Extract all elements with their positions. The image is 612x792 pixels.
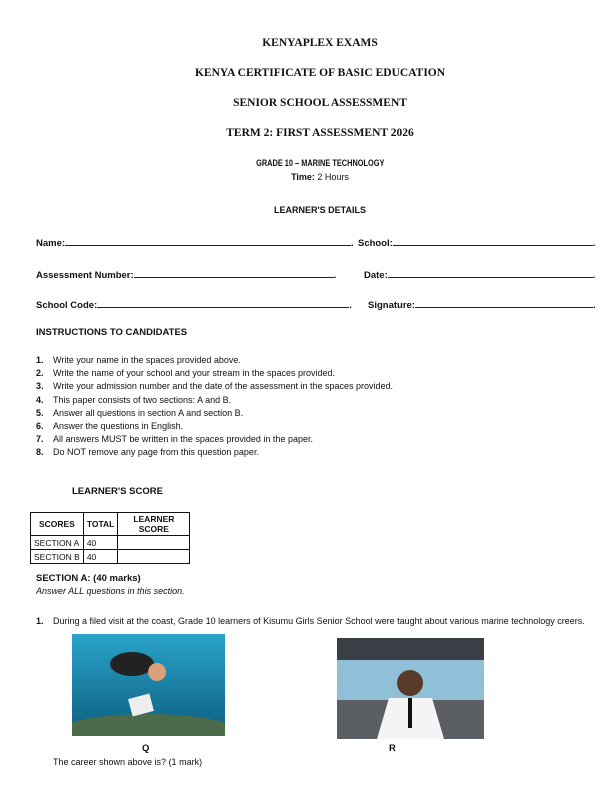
col-header: LEARNER SCORE	[118, 513, 190, 536]
table-row	[31, 550, 190, 564]
instruction-number: 2.	[36, 368, 44, 379]
instruction-number: 1.	[36, 355, 44, 365]
score-title: LEARNER'S SCORE	[72, 486, 163, 497]
name-field[interactable]: Name: .	[36, 238, 354, 249]
assessment-number-label: Assessment Number:	[36, 270, 134, 281]
cell: SECTION B	[31, 550, 84, 564]
time	[0, 172, 612, 182]
org-title: KENYAPLEX EXAMS	[262, 37, 378, 49]
table-row	[31, 536, 190, 550]
instruction-number: 3.	[36, 381, 44, 392]
section-a-subtitle: Answer ALL questions in this section.	[36, 586, 185, 596]
instruction-item	[36, 447, 259, 457]
instruction-text: All answers MUST be written in the spaces provided in the paper.	[53, 434, 313, 445]
instruction-text: Answer the questions in English.	[53, 421, 184, 431]
instruction-number: 5.	[36, 407, 44, 418]
question-number: 1.	[36, 616, 44, 626]
instruction-item	[36, 408, 243, 418]
signature-label: Signature:	[368, 300, 415, 311]
label-r: R	[389, 743, 396, 754]
score-table	[30, 512, 190, 564]
diver-photo	[72, 634, 225, 736]
question-text: During a filed visit at the coast, Grade 10 learners of Kisumu Girls Senior School were taught about various marine technology creers.	[53, 616, 585, 626]
instructions-title: INSTRUCTIONS TO CANDIDATES	[36, 327, 188, 338]
instruction-text: Answer all questions in section A and section B.	[53, 407, 244, 418]
instruction-item	[36, 434, 313, 444]
question-1	[36, 616, 585, 626]
assessment-number-field[interactable]: Assessment Number: .	[36, 270, 337, 281]
instruction-number: 8.	[36, 447, 44, 458]
instruction-item	[36, 381, 393, 391]
school-code-label: School Code:	[36, 300, 98, 311]
term-title: TERM 2: FIRST ASSESSMENT 2026	[226, 127, 414, 139]
instruction-number: 6.	[36, 421, 44, 431]
certificate-title: KENYA CERTIFICATE OF BASIC EDUCATION	[194, 67, 446, 79]
instruction-number: 4.	[36, 394, 44, 405]
label-q: Q	[142, 743, 150, 754]
school-code-field[interactable]: School Code: .	[36, 300, 352, 311]
assessment-title: SENIOR SCHOOL ASSESSMENT	[233, 97, 407, 109]
time-value: 2 Hours	[317, 172, 349, 182]
date-field[interactable]: Date: .	[364, 270, 596, 281]
cell: 40	[83, 536, 118, 550]
instruction-text: Write your name in the spaces provided above.	[53, 355, 241, 365]
col-header: SCORES	[31, 513, 84, 536]
instruction-item	[36, 368, 335, 378]
name-label: Name:	[36, 238, 66, 249]
instruction-text: This paper consists of two sections: A and B.	[53, 394, 232, 405]
instruction-item	[36, 355, 241, 365]
cell: 40	[83, 550, 118, 564]
score-input[interactable]	[118, 536, 190, 550]
instruction-item	[36, 395, 231, 405]
instruction-text: Write the name of your school and your stream in the spaces provided.	[53, 368, 335, 379]
details-title: LEARNER'S DETAILS	[274, 205, 366, 215]
col-header: TOTAL	[83, 513, 118, 536]
score-input[interactable]	[118, 550, 190, 564]
school-label: School:	[358, 238, 393, 249]
instruction-item	[36, 421, 183, 431]
instruction-number: 7.	[36, 434, 44, 445]
captain-photo	[337, 638, 484, 739]
cell: SECTION A	[31, 536, 84, 550]
time-label: Time:	[291, 172, 315, 182]
section-a-title: SECTION A: (40 marks)	[36, 573, 141, 584]
subject-title	[0, 158, 612, 168]
instruction-text: Write your admission number and the date of the assessment in the spaces provided.	[53, 381, 394, 392]
instruction-text: Do NOT remove any page from this question paper.	[53, 447, 259, 458]
date-label: Date:	[364, 270, 388, 281]
subject-text: GRADE 10 – MARINE TECHNOLOGY	[255, 158, 385, 168]
signature-field[interactable]: Signature: .	[368, 300, 596, 311]
school-field[interactable]: School: .	[358, 238, 596, 249]
question-prompt: The career shown above is? (1 mark)	[53, 757, 203, 767]
